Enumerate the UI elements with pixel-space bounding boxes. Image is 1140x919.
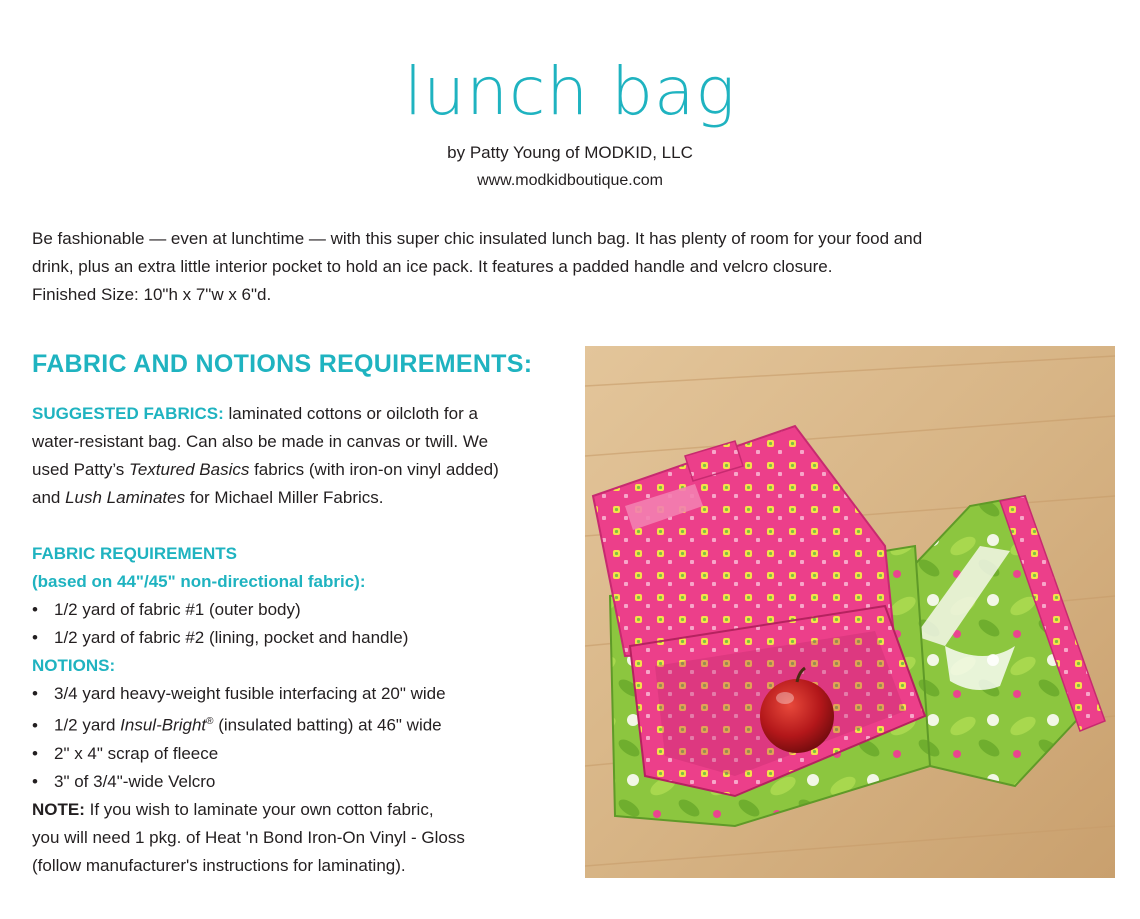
intro-paragraph: [32, 225, 1112, 309]
list-item-text: 2" x 4" scrap of fleece: [54, 743, 219, 763]
list-item-text: 1/2 yard of fabric #1 (outer body): [54, 600, 301, 619]
list-item: [32, 768, 577, 796]
text-run: used Patty’s: [32, 460, 130, 479]
intro-line: drink, plus an extra little interior pocket to hold an ice pack. It features a padded handle and velcro closure.: [32, 257, 833, 276]
note-line: [32, 796, 577, 824]
bullet-icon: •: [32, 743, 38, 763]
bullet-icon: •: [32, 684, 38, 703]
fabric-line-name: Textured Basics: [129, 460, 250, 479]
list-item: [32, 680, 577, 708]
fabric-requirements-subheading: (based on 44"/45" non-directional fabric):: [32, 572, 366, 591]
bullet-icon: •: [32, 600, 38, 619]
fabric-line-name: Lush Laminates: [65, 488, 186, 507]
apple: [760, 679, 834, 753]
text-run: fabrics (with iron-on vinyl added): [249, 460, 499, 479]
notions-heading: NOTIONS:: [32, 656, 116, 675]
list-item-text: 3" of 3/4"-wide Velcro: [54, 771, 216, 791]
text-run: (insulated batting) at 46" wide: [213, 715, 442, 735]
suggested-fabrics-text: water-resistant bag. Can also be made in canvas or twill. We: [32, 432, 489, 451]
suggested-fabrics-line: [32, 400, 577, 428]
lunch-bag-photo: [585, 346, 1115, 878]
website-url: www.modkidboutique.com: [477, 172, 663, 189]
bullet-icon: •: [32, 628, 38, 647]
product-name: Insul-Bright: [120, 715, 207, 735]
suggested-fabrics-text: [32, 484, 577, 512]
text-run: 1/2 yard: [54, 715, 121, 735]
requirements-heading: FABRIC AND NOTIONS REQUIREMENTS:: [32, 350, 533, 378]
suggested-fabrics-label: SUGGESTED FABRICS:: [32, 404, 224, 423]
requirements-body: [32, 400, 577, 880]
suggested-fabrics-text: [32, 456, 577, 484]
note-text: If you wish to laminate your own cotton fabric,: [84, 799, 434, 819]
list-item: [32, 596, 577, 624]
intro-line: Be fashionable — even at lunchtime — with this super chic insulated lunch bag. It has plenty of room for your food and: [32, 229, 923, 248]
fabric-requirements-heading: FABRIC REQUIREMENTS: [32, 544, 237, 563]
list-item: [32, 740, 577, 768]
text-run: for Michael Miller Fabrics.: [185, 488, 384, 507]
suggested-fabrics-text: laminated cottons or oilcloth for a: [223, 404, 478, 423]
list-item-text: 3/4 yard heavy-weight fusible interfacing at 20" wide: [54, 684, 446, 703]
author-byline: by Patty Young of MODKID, LLC: [447, 143, 693, 162]
finished-size: Finished Size: 10"h x 7"w x 6"d.: [32, 285, 272, 304]
text-run: and: [32, 488, 66, 507]
page-title: lunch bag: [403, 53, 737, 130]
list-item: [32, 708, 577, 740]
registered-mark: ®: [206, 716, 214, 727]
bullet-icon: •: [32, 771, 38, 791]
list-item-text: 1/2 yard of fabric #2 (lining, pocket and handle): [54, 628, 409, 647]
list-item: [32, 624, 577, 652]
note-text: you will need 1 pkg. of Heat 'n Bond Iron-On Vinyl - Gloss: [32, 827, 465, 847]
bullet-icon: •: [32, 715, 38, 735]
note-label: NOTE:: [32, 799, 85, 819]
note-text: (follow manufacturer's instructions for laminating).: [32, 855, 406, 875]
